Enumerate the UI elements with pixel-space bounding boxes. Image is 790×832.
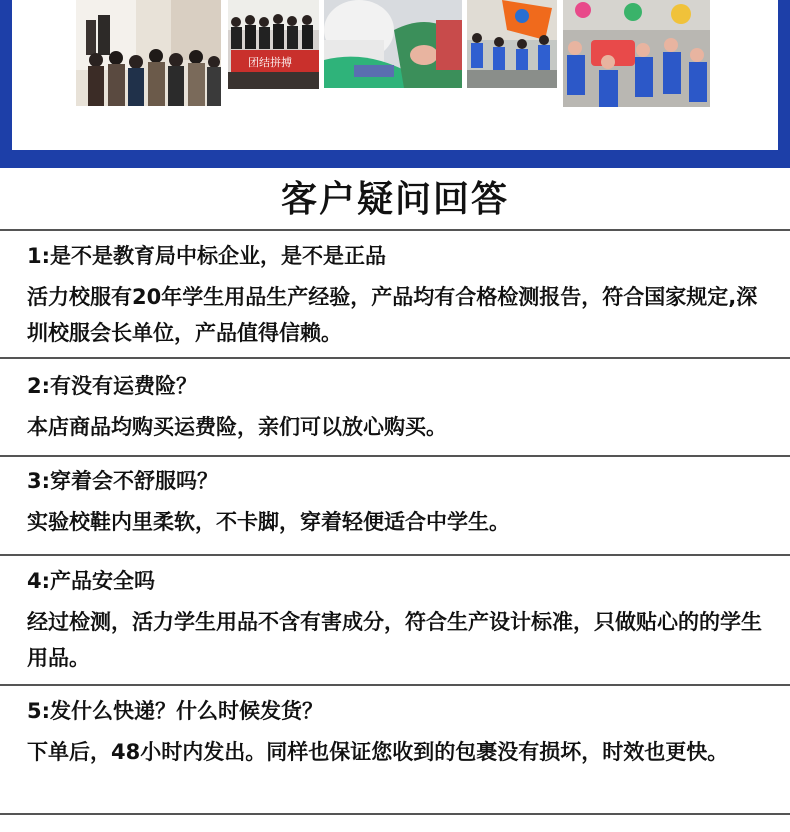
sewing-workshop-photo xyxy=(324,0,462,88)
faq-answer-3: 实验校鞋内里柔软，不卡脚，穿着轻便适合中学生。 xyxy=(27,510,510,534)
photo-banner xyxy=(0,0,790,168)
faq-answer-2: 本店商品均购买运费险，亲们可以放心购买。 xyxy=(27,415,447,439)
divider xyxy=(0,684,790,686)
faq-question-1: 1:是不是教育局中标企业，是不是正品 xyxy=(27,244,387,268)
divider xyxy=(0,554,790,556)
faq-title: 客户疑问回答 xyxy=(280,179,509,220)
divider xyxy=(0,357,790,359)
faq-answer-1: 活力校服有20年学生用品生产经验，产品均有合格检测报告，符合国家规定,深圳校服会长单位，产品值得信赖。 xyxy=(27,285,758,345)
team-group-photo xyxy=(228,0,319,89)
divider xyxy=(0,455,790,457)
faq-question-5: 5:发什么快递？什么时候发货？ xyxy=(27,699,324,723)
faq-question-3: 3:穿着会不舒服吗？ xyxy=(27,469,219,493)
divider xyxy=(0,229,790,231)
exhibition-crowd-photo xyxy=(76,0,221,106)
flag-team-photo xyxy=(467,0,557,88)
faq-answer-5: 下单后，48小时内发出。同样也保证您收到的包裹没有损坏，时效也更快。 xyxy=(27,740,729,764)
parade-photo xyxy=(563,0,710,107)
divider xyxy=(0,813,790,815)
faq-answer-4: 经过检测，活力学生用品不含有害成分，符合生产设计标准，只做贴心的的学生用品。 xyxy=(27,610,762,670)
photo-strip xyxy=(12,0,778,150)
faq-question-2: 2:有没有运费险？ xyxy=(27,374,198,398)
faq-question-4: 4:产品安全吗 xyxy=(27,569,156,593)
svg-text:团结拼搏: 团结拼搏 xyxy=(248,56,292,69)
